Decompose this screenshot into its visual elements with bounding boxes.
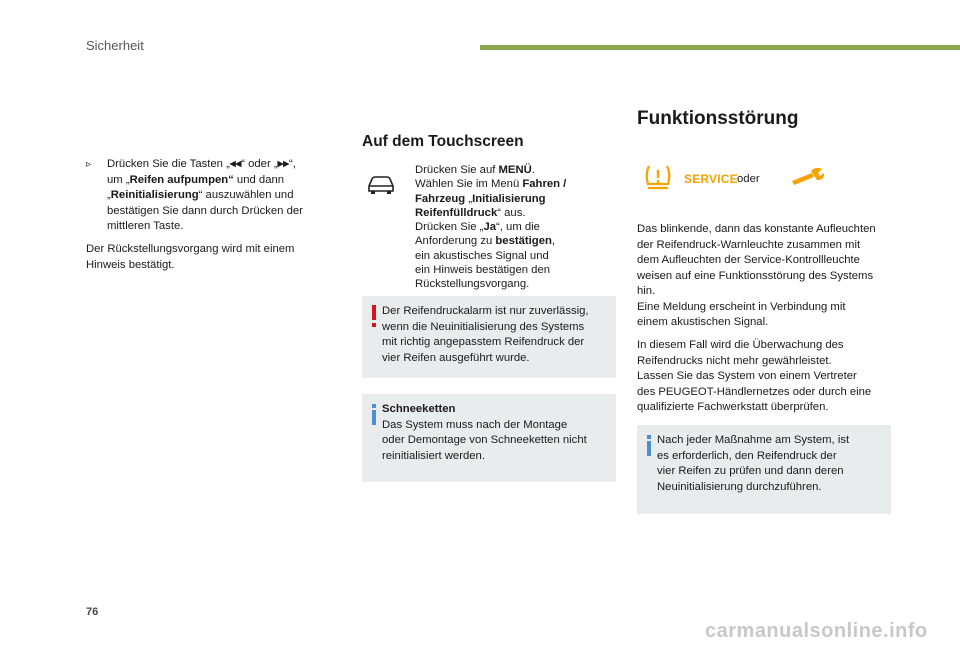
bullet-icon: ▹ [86,159,92,170]
touchscreen-instructions: Drücken Sie auf MENÜ. Wählen Sie im Menü Fahren / Fahrzeug „Initialisierung Reifenfülldruck“ aus. Drücken Sie „Ja“, um die Anforderung zu bestätigen, ein akustisches Signal und ein Hinweis bestätigen den Rückstellungsvorgang. [415,164,567,291]
col1-bullet-paragraph: ▹ Drücken Sie die Tasten „◂◂“ oder „▸▸“, um „Reifen aufpumpen“ und dann „Reinitialisierung“ auszuwählen und bestätigen Sie dann durch Drücken der mittleren Taste. [86,158,303,232]
info-icon [645,435,653,457]
warning-text: Der Reifendruckalarm ist nur zuverlässig, wenn die Neuinitialisierung des Systems mit richtig angepasstem Reifendruck der vier Reifen ausgeführt wurde. [382,305,589,364]
info-box-after-maintenance [637,425,891,514]
col1-confirm-paragraph: Der Rückstellungsvorgang wird mit einem Hinweis bestätigt. [86,243,295,271]
rewind-key-icon: ◂◂ [229,158,242,170]
malfunction-heading: Funktionsstörung [637,108,799,129]
service-warning-label: SERVICE [684,172,738,186]
malfunction-paragraph-1: Das blinkende, dann das konstante Aufleuchten der Reifendruck-Warnleuchte zusammen mit dem Aufleuchten der Service-Kontrollleuchte weisen auf eine Funktionsstörung des Systems hin. Eine Meldung erscheint in Verbindung mit einem akustischen Signal. [637,223,876,328]
info-icon [370,404,378,426]
header-accent-bar [480,45,960,50]
section-title: Sicherheit [86,38,144,53]
or-text: oder [737,173,760,185]
touchscreen-heading: Auf dem Touchscreen [362,133,524,150]
tire-pressure-warning-icon [643,162,673,192]
page-number: 76 [86,606,99,618]
wrench-icon [790,166,826,186]
forward-key-icon: ▸▸ [277,158,289,170]
car-icon [366,172,396,196]
watermark: carmanualsonline.info [705,620,928,642]
warning-box [362,296,616,378]
info-text: Schneeketten Das System muss nach der Montage oder Demontage von Schneeketten nicht reinitialisiert werden. [382,403,587,462]
info-text: Nach jeder Maßnahme am System, ist es erforderlich, den Reifendruck der vier Reifen zu prüfen und dann deren Neuinitialisierung durchzuführen. [657,434,850,493]
warning-exclamation-icon [370,305,378,327]
malfunction-paragraph-2: In diesem Fall wird die Überwachung des Reifendrucks nicht mehr gewährleistet. Lassen Sie das System von einem Vertreter des PEUGEOT-Händlernetzes oder durch eine qualifizierte Fachwerkstatt überprüfen. [637,339,872,413]
info-box-snow-chains [362,394,616,482]
